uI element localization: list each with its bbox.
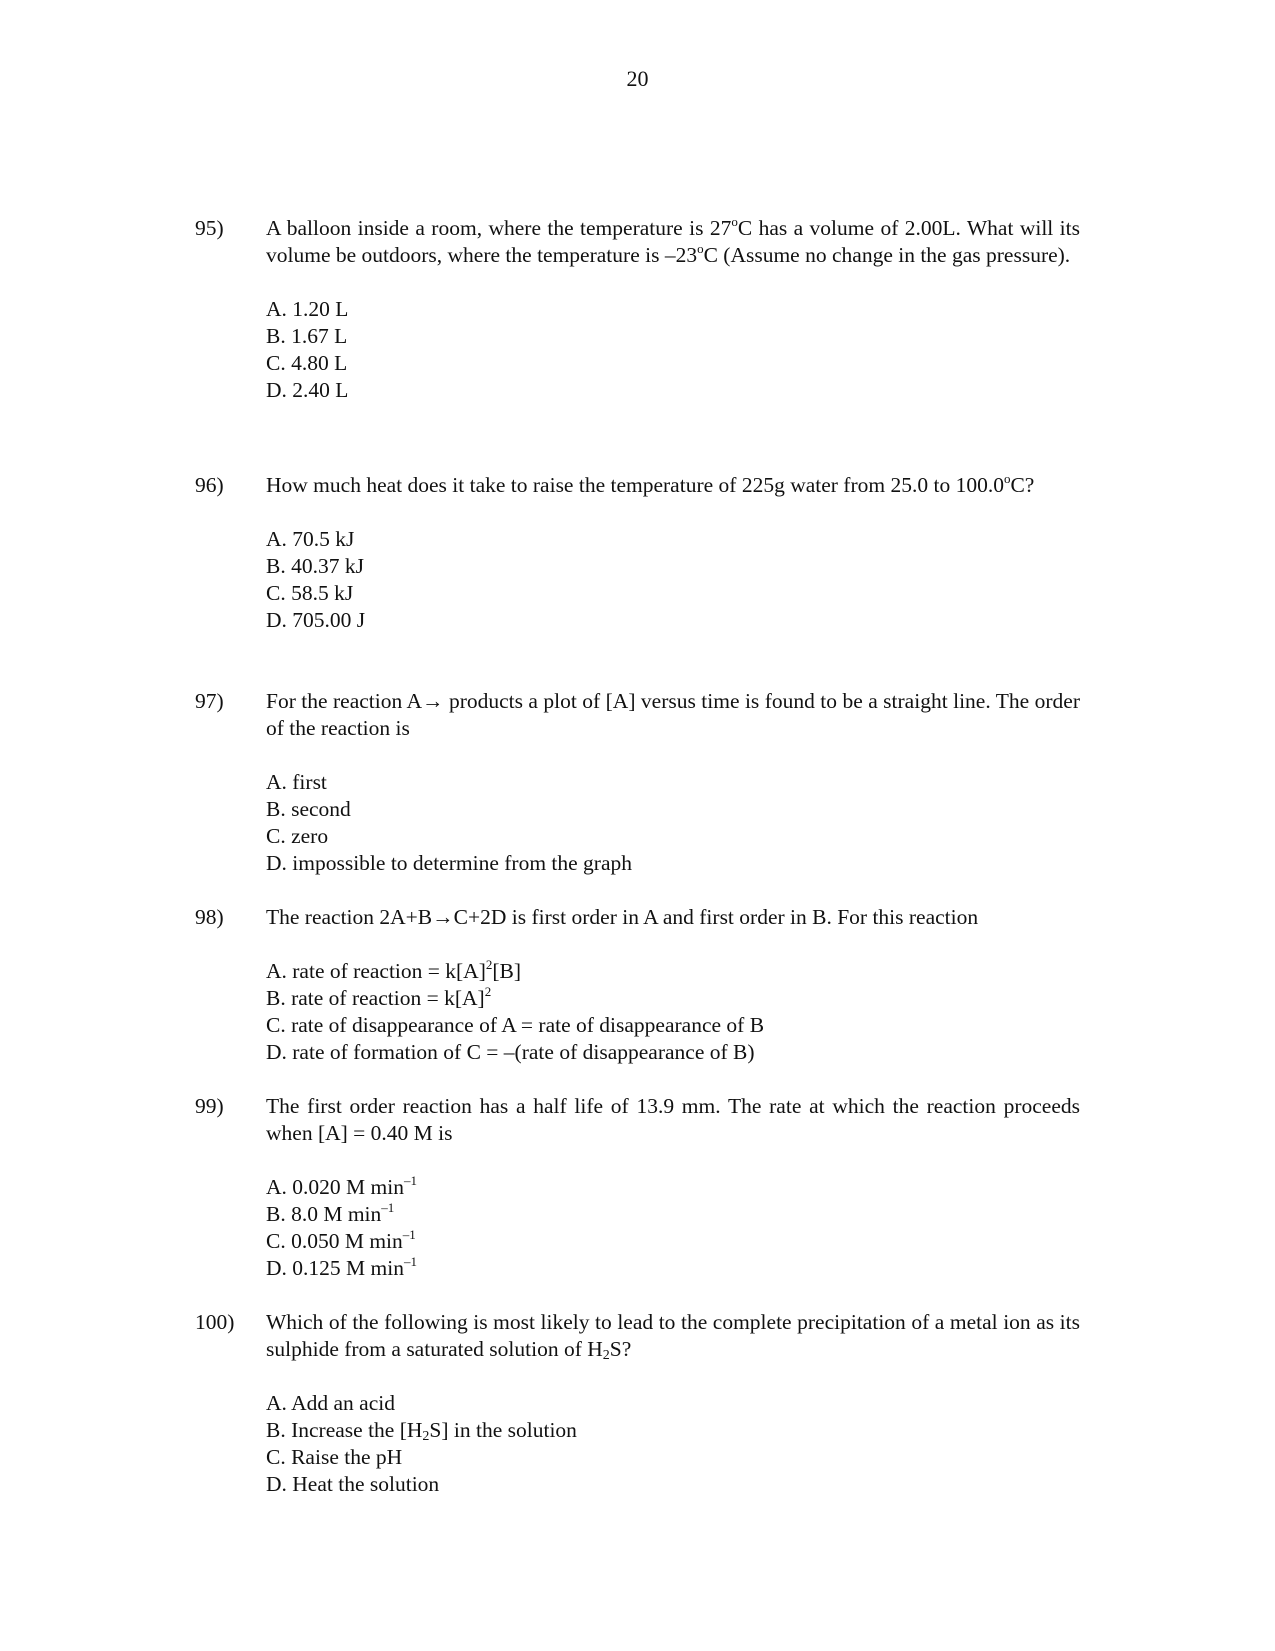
question-number: 99) <box>195 1094 224 1118</box>
question-stem: The reaction 2A+B→C+2D is first order in A and first order in B. For this reaction <box>266 905 979 929</box>
question-100 <box>195 1309 1080 1498</box>
question-98 <box>195 904 1080 1066</box>
option-b: B. 1.67 L <box>266 324 348 348</box>
question-96 <box>195 472 1080 634</box>
question-number: 96) <box>195 473 224 497</box>
answer-options <box>266 1390 1080 1498</box>
option-d: D. Heat the solution <box>266 1472 440 1496</box>
question-stem: The first order reaction has a half life of 13.9 mm. The rate at which the reaction proceeds when [A] = 0.40 M is <box>266 1094 1080 1145</box>
question-number: 100) <box>195 1310 235 1334</box>
option-d: D. rate of formation of C = –(rate of disappearance of B) <box>266 1040 755 1064</box>
option-a: A. 1.20 L <box>266 297 349 321</box>
answer-options <box>266 296 1080 404</box>
answer-options <box>266 526 1080 634</box>
answer-options <box>266 769 1080 877</box>
option-b: B. 8.0 M $\min^{-1}$ <box>266 1199 395 1226</box>
option-b: B. Increase the $[H_2S]$ in the solution <box>266 1418 577 1444</box>
question-number: 97) <box>195 689 224 713</box>
question-97 <box>195 688 1080 877</box>
answer-options <box>266 958 1080 1066</box>
question-stem: A balloon inside a room, where the temperature is 27$^o$C has a volume of 2.00L. What will its volume be outdoors, where the temperature is –23$^o$C (Assume no change in the gas pressure). <box>266 213 1080 267</box>
question-number: 98) <box>195 905 224 929</box>
option-a: A. rate of reaction = $k[A]^2[B]$ <box>266 956 522 983</box>
option-a: A. first <box>266 770 327 794</box>
option-a: A. 70.5 kJ <box>266 527 355 551</box>
option-c: C. 0.050 M $\min^{-1}$ <box>266 1226 416 1253</box>
question-stem: Which of the following is most likely to lead to the complete precipitation of a metal ion as its sulphide from a saturated solution of $H_2S$? <box>266 1310 1080 1363</box>
question-99 <box>195 1093 1080 1282</box>
option-b: B. rate of reaction = $k[A]^2$ <box>266 983 492 1010</box>
option-a: A. 0.020 M $\min^{-1}$ <box>266 1172 417 1199</box>
question-stem: For the reaction A→ products a plot of [A] versus time is found to be a straight line. The order of the reaction is <box>266 689 1080 740</box>
question-stem: How much heat does it take to raise the temperature of 225g water from 25.0 to 100.0$^o$C? <box>266 470 1035 497</box>
page-number: 20 <box>626 66 649 91</box>
option-d: D. impossible to determine from the graph <box>266 851 633 875</box>
question-95 <box>195 215 1080 404</box>
option-b: B. 40.37 kJ <box>266 554 364 578</box>
option-b: B. second <box>266 797 351 821</box>
option-d: D. 705.00 J <box>266 608 366 632</box>
option-a: A. Add an acid <box>266 1391 395 1415</box>
option-c: C. 4.80 L <box>266 351 348 375</box>
answer-options <box>266 1174 1080 1282</box>
option-c: C. Raise the pH <box>266 1445 403 1469</box>
option-c: C. 58.5 kJ <box>266 581 354 605</box>
question-number: 95) <box>195 216 224 240</box>
option-d: D. 0.125 M $\min^{-1}$ <box>266 1253 417 1280</box>
option-c: C. rate of disappearance of A = rate of disappearance of B <box>266 1013 765 1037</box>
option-c: C. zero <box>266 824 329 848</box>
option-d: D. 2.40 L <box>266 378 349 402</box>
